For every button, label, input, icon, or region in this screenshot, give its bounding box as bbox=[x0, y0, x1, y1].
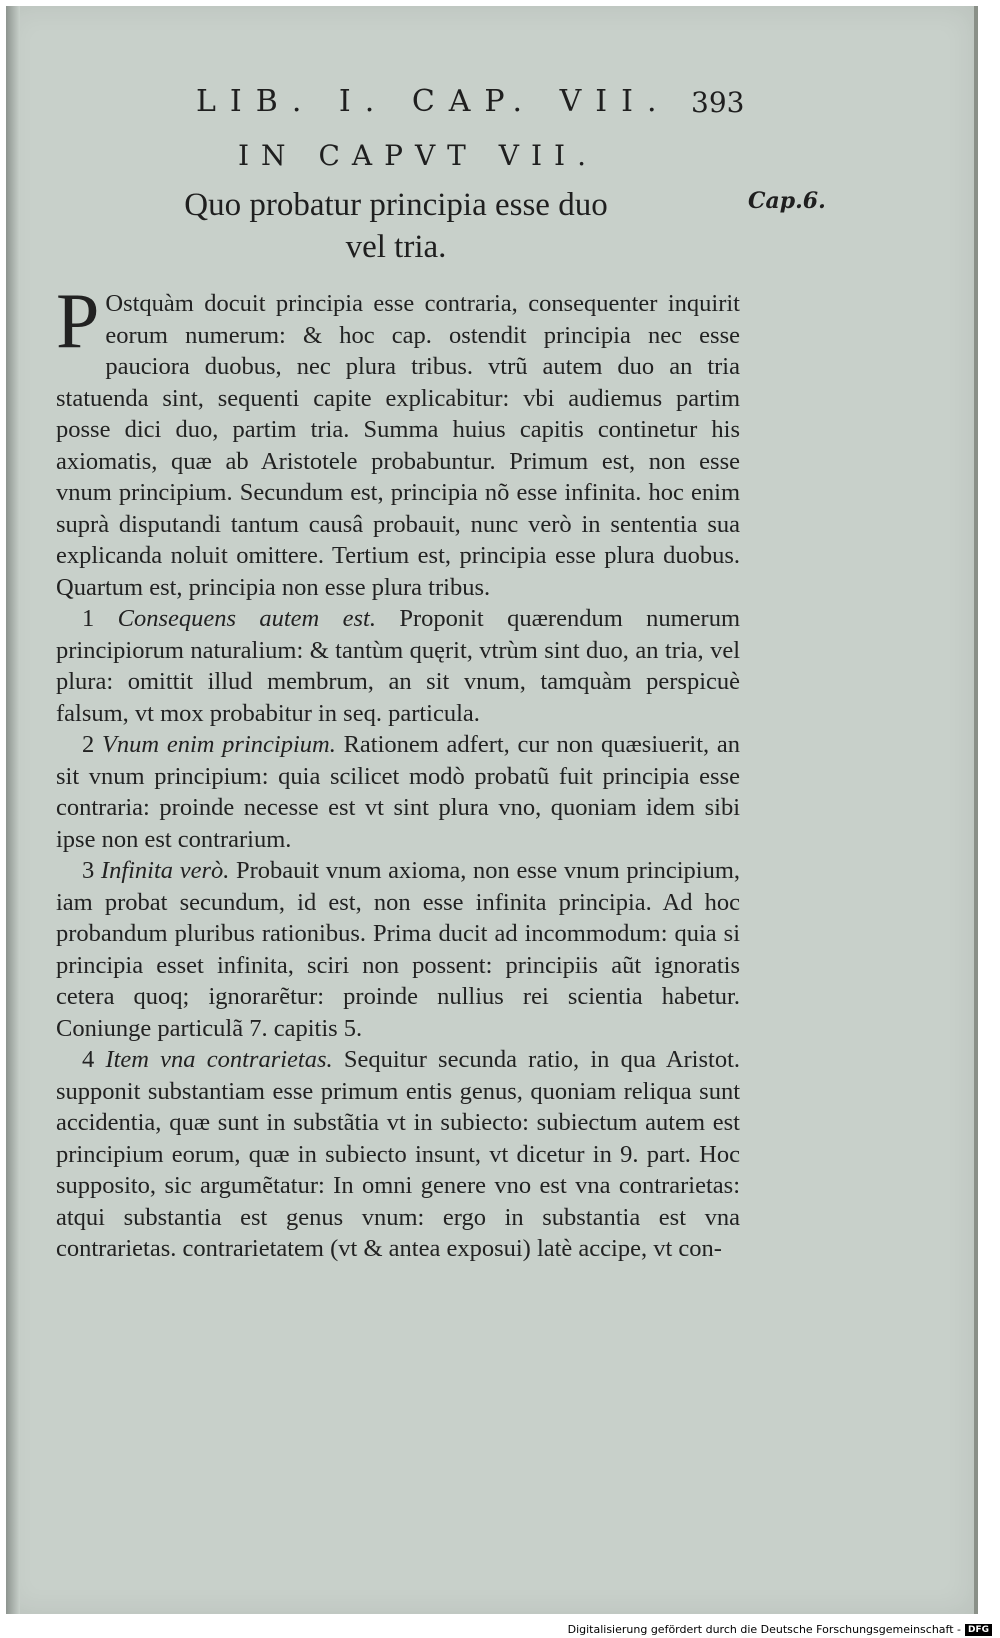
footer-text: Digitalisierung gefördert durch die Deutsche Forschungsgemeinschaft - bbox=[567, 1623, 961, 1636]
dfg-logo-icon: DFG bbox=[965, 1624, 992, 1636]
drop-cap: P bbox=[56, 277, 100, 364]
chapter-heading: IN CAPVT VII. bbox=[238, 139, 598, 172]
chapter-title: Quo probatur principia esse duo vel tria. bbox=[184, 187, 608, 265]
section-3 bbox=[56, 855, 740, 1044]
section-text: Proponit quærendum numerum principiorum naturalium: & tantùm quęrit, vtrùm sint duo, an tria, vel plura: omittit illud membrum, an sit vnum, tamquàm perspicuè falsum, vt mox probabitur in seq. particula. bbox=[56, 605, 741, 727]
digitization-footer bbox=[568, 1623, 992, 1636]
section-2 bbox=[56, 729, 740, 855]
section-number: 1 bbox=[82, 605, 95, 632]
intro-text: Ostquàm docuit principia esse contraria, consequenter inquirit eorum numerum: & hoc cap. ostendit principia nec esse pauciora duobus, nec plura tribus. vtrũ autem duo an tria statuenda sint, sequenti capite explicabitur: vbi audiemus partim posse dici duo, partim tria. Summa huius capitis continetur his axiomatis, quæ ab Aristotele probabuntur. Primum est, non esse vnum principium. Secundum est, principia nõ esse infinita. hoc enim suprà disputandi tantum causâ probauit, nunc verò in sententia sua explicanda noluit omittere. Tertium est, principia esse plura duobus. Quartum est, principia non esse plura tribus. bbox=[56, 290, 740, 601]
section-text: Sequitur secunda ratio, in qua Aristot. supponit substantiam esse primum entis genus, quoniam reliqua sunt accidentia, quæ sunt in substãtia vt in subiecto: subiectum autem est principium eorum, quæ in subiecto insunt, vt dicetur in 9. part. Hoc supposito, sic argumẽtatur: In omni genere vno est vna contrarietas: atqui substantia est genus vnum: ergo in substantia est vna contrarietas. contrarietatem (vt & antea exposui) latè accipe, vt con- bbox=[56, 1046, 741, 1262]
section-number: 4 bbox=[82, 1046, 95, 1073]
section-text: Probauit vnum axioma, non esse vnum principium, iam probat secundum, id est, non esse infinita principia. Ad hoc probandum pluribus rationibus. Prima ducit ad incommodum: quia si principia esset infinita, sciri non possent: principiis aũt ignoratis cetera quoq; ignorarẽtur: proinde nullius rei scientia habetur. Coniunge particulã 7. capitis 5. bbox=[56, 857, 741, 1042]
body-text bbox=[56, 277, 741, 1265]
section-lemma: Vnum enim principium. bbox=[101, 731, 336, 758]
book-page bbox=[6, 6, 978, 1614]
section-number: 2 bbox=[82, 731, 95, 758]
section-lemma: Consequens autem est. bbox=[117, 605, 376, 632]
section-text: Rationem adfert, cur non quæsiuerit, an sit vnum principium: quia scilicet modò probatũ fuit principia esse contraria: proinde necesse est vt sint plura vno, quoniam idem sibi ipse non est contrarium. bbox=[56, 731, 741, 853]
page-number: 393 bbox=[691, 86, 745, 119]
section-number: 3 bbox=[82, 857, 95, 884]
margin-note: Cap.6. bbox=[748, 188, 826, 214]
section-lemma: Item vna contrarietas. bbox=[105, 1046, 333, 1073]
intro-paragraph bbox=[56, 277, 740, 603]
running-head: LIB. I. CAP. VII. bbox=[196, 84, 671, 119]
section-lemma: Infinita verò. bbox=[100, 857, 230, 884]
section-4 bbox=[56, 1044, 740, 1265]
section-1 bbox=[56, 603, 740, 729]
